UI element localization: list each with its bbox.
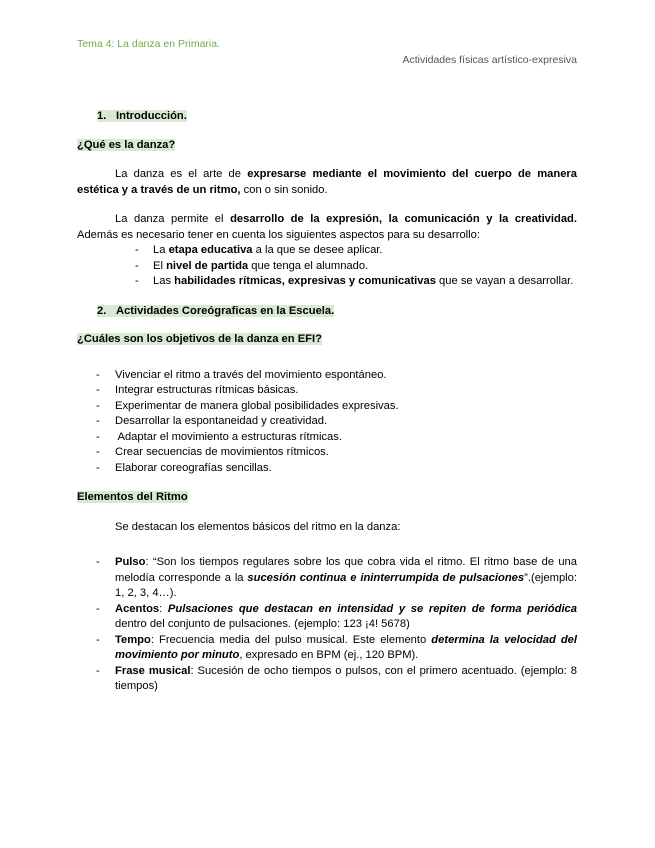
section-2-heading	[97, 304, 577, 320]
list-item: - Adaptar el movimiento a estructuras rítmicas.	[96, 430, 342, 443]
rhythm-elements-list	[77, 555, 577, 695]
list-item: - Frase musical: Sucesión de ocho tiempos o pulsos, con el primero acentuado. (ejemplo: 8 tiempos)	[96, 664, 577, 692]
section-1-heading	[97, 109, 577, 125]
objectives-list	[77, 368, 577, 477]
header-left: Tema 4: La danza en Primaria.	[77, 38, 220, 50]
section-1-highlight: 1. Introducción.	[97, 110, 187, 122]
list-item: - Crear secuencias de movimientos rítmicos.	[96, 446, 329, 458]
rhythm-heading: Elementos del Ritmo	[77, 491, 188, 503]
paragraph-1: La danza es el arte de expresarse mediante el movimiento del cuerpo de manera estética y a través de un ritmo, con o sin sonido.	[77, 168, 577, 196]
rhythm-intro: Se destacan los elementos básicos del ritmo en la danza:	[115, 520, 401, 533]
list-item: - Acentos: Pulsaciones que destacan en intensidad y se repiten de forma periódica dentro del conjunto de pulsaciones. (ejemplo: 123 ¡4! 5678)	[96, 602, 577, 630]
question-1: ¿Qué es la danza?	[77, 138, 176, 151]
list-item: - Elaborar coreografías sencillas.	[96, 461, 272, 474]
list-item: - El nivel de partida que tenga el alumnado.	[135, 259, 369, 272]
list-item: - Las habilidades rítmicas, expresivas y comunicativas que se vayan a desarrollar.	[135, 275, 574, 287]
list-item: - Experimentar de manera global posibilidades expresivas.	[96, 399, 399, 412]
document-body	[77, 109, 577, 695]
list-item: - Pulso: “Son los tiempos regulares sobre los que cobra vida el ritmo. El ritmo base de una melodía corresponde a la sucesión continua e ininterrumpida de pulsaciones”.(ejemplo: 1, 2, 3, 4…).	[96, 556, 577, 599]
header-right: Actividades físicas artístico-expresiva	[402, 54, 577, 66]
list-item: - Tempo: Frecuencia media del pulso musical. Este elemento determina la velocidad del movimiento por minuto, expresado en BPM (ej., 120 BPM).	[96, 633, 577, 661]
list-item: - Desarrollar la espontaneidad y creatividad.	[96, 415, 328, 427]
list-item: - La etapa educativa a la que se desee aplicar.	[135, 244, 383, 256]
list-item: - Integrar estructuras rítmicas básicas.	[96, 384, 299, 396]
aspects-list	[77, 243, 577, 290]
list-item: - Vivenciar el ritmo a través del movimiento espontáneo.	[96, 368, 387, 381]
paragraph-2: La danza permite el desarrollo de la expresión, la comunicación y la creatividad. Además es necesario tener en cuenta los siguientes aspectos para su desarrollo:	[77, 213, 578, 241]
section-2-highlight: 2. Actividades Coreógraficas en la Escuela.	[97, 304, 335, 317]
question-2: ¿Cuáles son los objetivos de la danza en EFI?	[77, 333, 322, 345]
